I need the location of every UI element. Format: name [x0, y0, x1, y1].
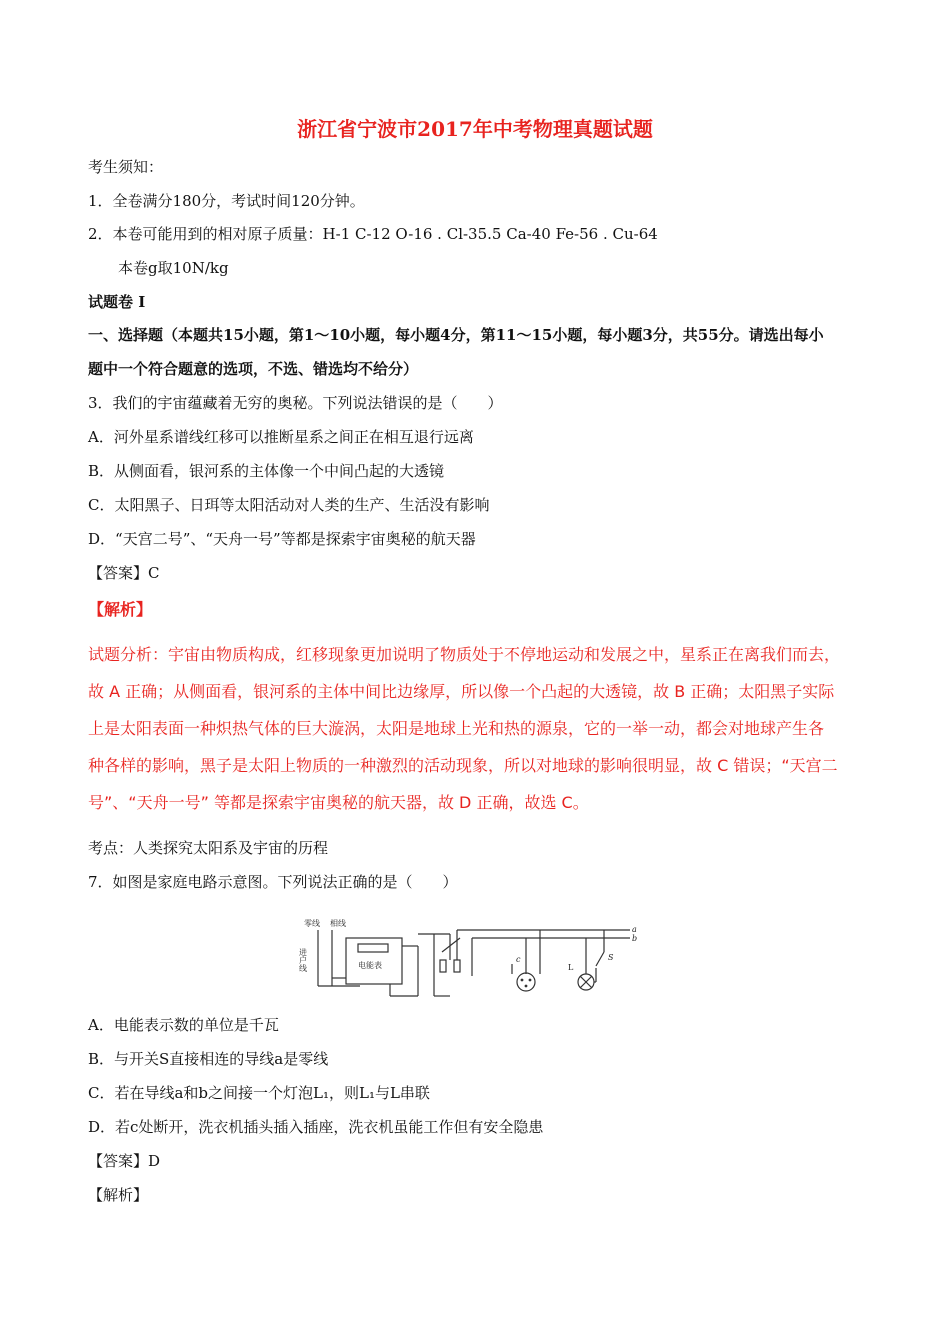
- q3-option-d: D．“天宫二号”、“天舟一号”等都是探索宇宙奥秘的航天器: [88, 530, 476, 548]
- section-heading-line-2: 题中一个符合题意的选项，不选、错选均不给分）: [88, 360, 419, 378]
- q3-stem: 3．我们的宇宙蕴藏着无穷的奥秘。下列说法错误的是（ ）: [88, 394, 503, 412]
- q3-option-c: C．太阳黑子、日珥等太阳活动对人类的生产、生活没有影响: [88, 496, 490, 514]
- q3-analysis-text: [88, 636, 880, 821]
- label-live: 相线: [330, 919, 346, 928]
- q3-analysis-line: 号”、“天舟一号” 等都是探索宇宙奥秘的航天器，故 D 正确，故选 C。: [88, 793, 589, 812]
- label-a: a: [632, 925, 637, 934]
- q7-stem: 7．如图是家庭电路示意图。下列说法正确的是（ ）: [88, 873, 458, 891]
- q3-analysis-line: 试题分析：宇宙由物质构成，红移现象更加说明了物质处于不停地运动和发展之中，星系正在离我们而去，: [88, 645, 841, 664]
- q3-option-a: A．河外星系谱线红移可以推断星系之间正在相互退行远离: [88, 428, 474, 446]
- q3-answer: 【答案】C: [88, 564, 160, 582]
- label-b: b: [632, 934, 638, 943]
- q3-analysis-label: 【解析】: [88, 600, 153, 619]
- label-neutral: 零线: [304, 919, 320, 928]
- page-title: 浙江省宁波市2017年中考物理真题试题: [297, 117, 653, 141]
- q3-option-b: B．从侧面看，银河系的主体像一个中间凸起的大透镜: [88, 462, 445, 480]
- q7-analysis-label: 【解析】: [88, 1186, 149, 1204]
- label-c: c: [516, 955, 521, 964]
- paper-label: 试题卷 I: [88, 293, 146, 311]
- notice-item-2: 2．本卷可能用到的相对原子质量：H-1 C-12 O-16 . Cl-35.5 Ca-40 Fe-56 . Cu-64: [88, 225, 658, 243]
- label-meter: 电能表: [358, 961, 382, 970]
- notice-item-3: 本卷g取10N/kg: [118, 259, 229, 277]
- q3-analysis-line: 上是太阳表面一种炽热气体的巨大漩涡，太阳是地球上光和热的源泉，它的一举一动，都会对地球产生各: [88, 719, 825, 738]
- notice-item-1: 1．全卷满分180分，考试时间120分钟。: [88, 192, 365, 210]
- q7-answer: 【答案】D: [88, 1152, 161, 1170]
- q7-option-b: B．与开关S直接相连的导线a是零线: [88, 1050, 329, 1068]
- q3-kaodian: 考点：人类探究太阳系及宇宙的历程: [88, 839, 329, 857]
- q3-analysis-line: 种各样的影响，黑子是太阳上物质的一种激烈的活动现象，所以对地球的影响很明显，故 C 错误；“天宫二: [88, 756, 838, 775]
- section-heading-line-1: 一、选择题（本题共15小题，第1～10小题，每小题4分，第11～15小题，每小题3分，共55分。请选出每小: [88, 326, 824, 344]
- q7-option-c: C．若在导线a和b之间接一个灯泡L₁，则L₁与L串联: [88, 1084, 430, 1102]
- label-S: S: [608, 953, 614, 962]
- household-circuit-diagram: [300, 916, 640, 1016]
- label-L: L: [568, 963, 574, 972]
- q7-option-d: D．若c处断开，洗衣机插头插入插座，洗衣机虽能工作但有安全隐患: [88, 1118, 544, 1136]
- q3-analysis-line: 故 A 正确；从侧面看，银河系的主体中间比边缘厚，所以像一个凸起的大透镜，故 B 正确；太阳黑子实际: [88, 682, 835, 701]
- notice-heading: 考生须知：: [88, 158, 164, 176]
- q7-option-a: A．电能表示数的单位是千瓦: [88, 1016, 279, 1034]
- label-inlet: 进户线: [298, 948, 308, 972]
